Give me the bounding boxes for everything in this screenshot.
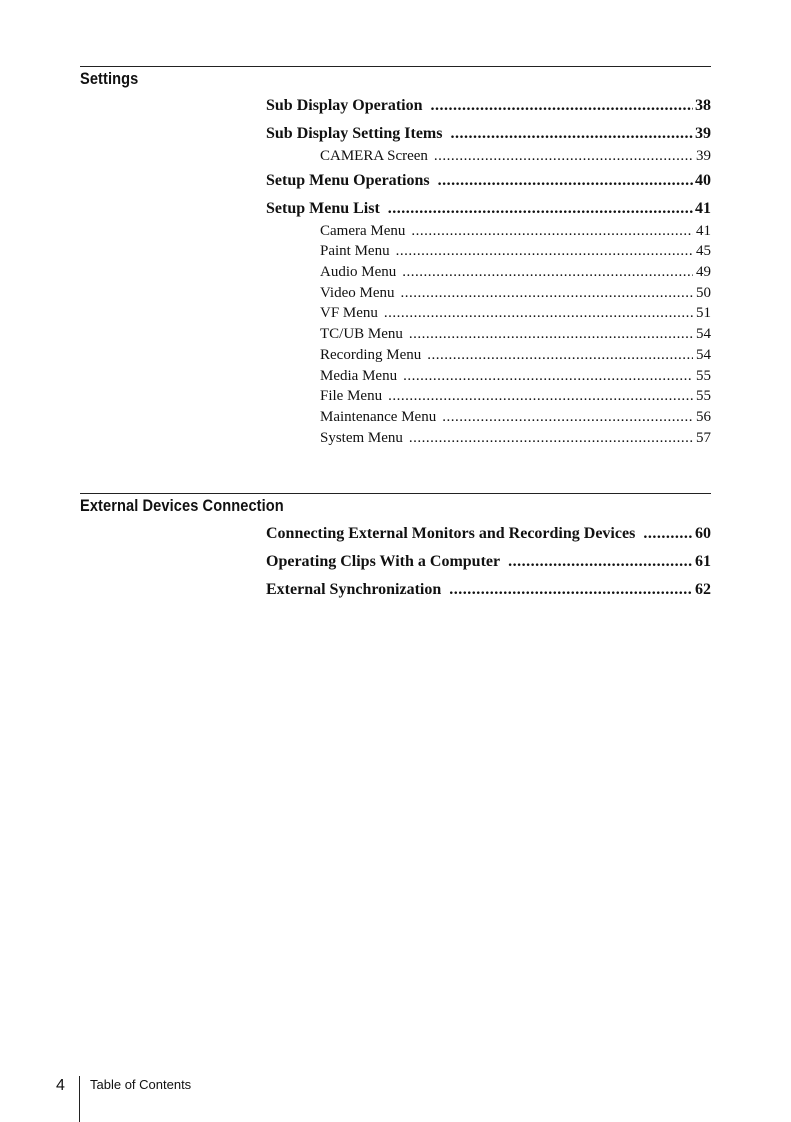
toc-entry-page: 51 — [696, 305, 711, 322]
toc-entry-label: Sub Display Operation — [266, 97, 423, 114]
toc-entry-label: External Synchronization — [266, 581, 442, 598]
toc-entry-page: 54 — [696, 346, 711, 363]
toc-entry-label: Sub Display Setting Items — [266, 125, 443, 142]
toc-entry-page: 49 — [696, 264, 711, 281]
dot-leader — [402, 262, 693, 283]
dot-leader — [427, 345, 693, 366]
toc-entry-label: Recording Menu — [320, 346, 422, 363]
toc-section-settings — [80, 66, 711, 446]
dot-leader — [403, 366, 693, 387]
toc-entry[interactable] — [266, 407, 711, 428]
toc-entry-page: 55 — [696, 388, 711, 405]
toc-entry[interactable] — [266, 324, 711, 345]
toc-entry-label: Audio Menu — [320, 264, 397, 281]
toc-entry-label: Paint Menu — [320, 243, 390, 260]
toc-entry-label: File Menu — [320, 388, 383, 405]
toc-entry-page: 57 — [696, 429, 711, 446]
footer-divider — [79, 1076, 80, 1122]
dot-leader — [450, 120, 693, 146]
toc-entry-page: 50 — [696, 284, 711, 301]
toc-entry[interactable] — [266, 92, 711, 120]
dot-leader — [388, 195, 693, 221]
toc-entry-label: System Menu — [320, 429, 403, 446]
footer-section-name: Table of Contents — [90, 1077, 192, 1092]
toc-entry[interactable] — [266, 428, 711, 449]
toc-entry-page: 55 — [696, 367, 711, 384]
dot-leader — [401, 283, 693, 304]
section-title: External Devices Connection — [80, 496, 284, 515]
toc-entry-label: VF Menu — [320, 305, 378, 322]
toc-entry-list — [266, 520, 711, 604]
toc-entry-page: 56 — [696, 408, 711, 425]
page-number: 4 — [56, 1077, 65, 1094]
toc-entry[interactable] — [266, 195, 711, 221]
toc-section-external-devices — [80, 493, 711, 598]
toc-entry-page: 41 — [696, 222, 711, 239]
toc-entry-page: 39 — [695, 125, 711, 142]
toc-entry-label: Video Menu — [320, 284, 395, 301]
toc-entry-label: Setup Menu List — [266, 199, 380, 217]
toc-entry[interactable] — [266, 386, 711, 407]
toc-entry[interactable] — [266, 120, 711, 146]
dot-leader — [396, 241, 693, 262]
toc-entry-page: 39 — [696, 148, 711, 164]
section-rule — [80, 66, 711, 67]
toc-entry[interactable] — [266, 146, 711, 167]
dot-leader — [438, 167, 693, 195]
dot-leader — [409, 324, 693, 345]
toc-entry-page: 54 — [696, 326, 711, 343]
dot-leader — [411, 221, 693, 242]
toc-entry-label: TC/UB Menu — [320, 326, 403, 343]
dot-leader — [449, 576, 693, 604]
toc-entry-label: Media Menu — [320, 367, 398, 384]
toc-entry[interactable] — [266, 548, 711, 576]
toc-entry-label: Connecting External Monitors and Recording Devices — [266, 525, 636, 542]
toc-entry-label: Setup Menu Operations — [266, 171, 430, 189]
dot-leader — [384, 303, 693, 324]
dot-leader — [409, 428, 693, 449]
toc-entry-page: 38 — [695, 97, 711, 114]
toc-entry[interactable] — [266, 241, 711, 262]
toc-entry[interactable] — [266, 283, 711, 304]
toc-entry[interactable] — [266, 303, 711, 324]
section-title: Settings — [80, 69, 139, 88]
toc-entry-page: 62 — [695, 581, 711, 598]
toc-entry-page: 41 — [695, 199, 711, 217]
dot-leader — [508, 548, 693, 576]
toc-entry-page: 60 — [695, 525, 711, 542]
dot-leader — [434, 146, 693, 167]
page-footer — [0, 1070, 791, 1122]
toc-entry-label: Maintenance Menu — [320, 408, 437, 425]
toc-entry[interactable] — [266, 576, 711, 604]
dot-leader — [442, 407, 693, 428]
toc-entry-page: 45 — [696, 243, 711, 260]
toc-entry-label: Operating Clips With a Computer — [266, 553, 501, 570]
toc-entry[interactable] — [266, 366, 711, 387]
dot-leader — [388, 386, 693, 407]
toc-entry-page: 61 — [695, 553, 711, 570]
toc-entry-list — [266, 92, 711, 448]
toc-entry[interactable] — [266, 167, 711, 195]
toc-entry-label: Camera Menu — [320, 222, 406, 239]
dot-leader — [430, 92, 693, 120]
toc-entry-label: CAMERA Screen — [320, 148, 428, 164]
toc-entry[interactable] — [266, 345, 711, 366]
dot-leader — [643, 520, 693, 548]
section-rule — [80, 493, 711, 494]
toc-entry[interactable] — [266, 520, 711, 548]
toc-entry-page: 40 — [695, 171, 711, 189]
toc-entry[interactable] — [266, 262, 711, 283]
toc-entry[interactable] — [266, 221, 711, 242]
